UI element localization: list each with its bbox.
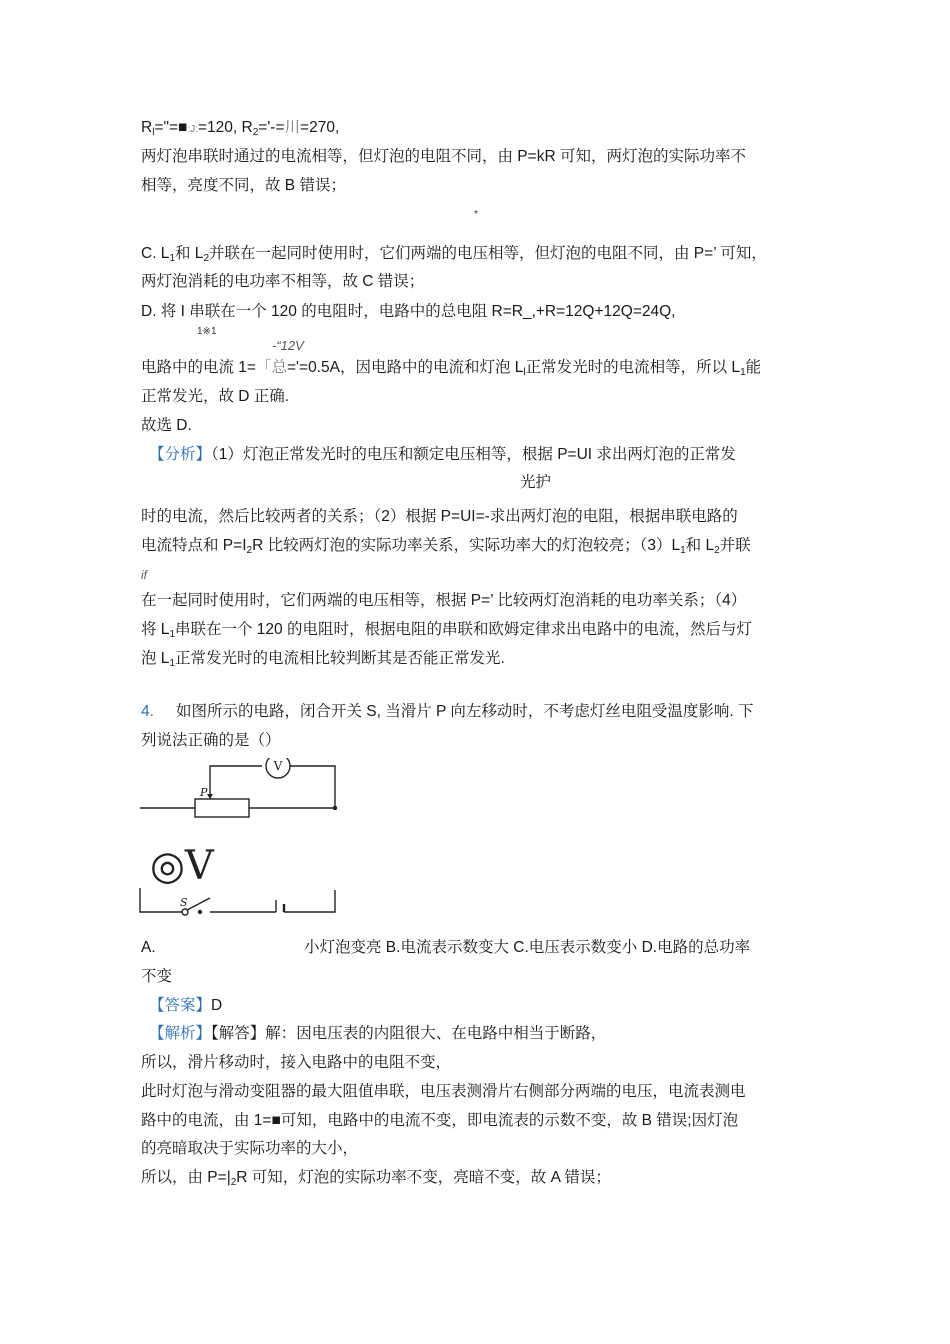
current-line: 电路中的电流 1=「总='=0.5A，因电路中的电流和灯泡 $L_l$正常发光时的电流相等，所以 $L_1$能 (141, 359, 762, 378)
text-line: 两灯泡串联时通过的电流相等，但灯泡的电阻不同，由 P=kR 可知，两灯泡的实际功率不 (141, 148, 746, 165)
voltmeter-label: V (273, 759, 283, 773)
text-line: 在一起同时使用时，它们两端的电压相等，根据 P=’ 比较两灯泡消耗的电功率关系；（4） (141, 592, 747, 609)
options-line (141, 938, 156, 958)
option-c-line: C. $L_1$和 $L_2$并联在一起同时使用时，它们两端的电压相等，但灯泡的电阻不同，由 P=’ 可知， (141, 245, 767, 264)
analysis-label: 【分析】 (149, 446, 212, 463)
resistance-line: $R_l="=■:J:=120$, $R_2='-=$川=270, (141, 119, 340, 138)
answer-line: 【答案】D (149, 997, 223, 1014)
text-line: 路中的电流，由 1=■可知，电路中的电流不变，即电流表的示数不变，故 B 错误;因灯泡 (141, 1112, 739, 1129)
explanation-line: 【解析】【解答】解：因电压表的内阻很大、在电路中相当于断路， (149, 1025, 607, 1042)
wire (284, 890, 335, 912)
slider-arrowhead (207, 794, 213, 799)
text-fragment: 光护 (520, 474, 552, 491)
switch-lever (187, 898, 210, 910)
subscript-fragment: 1※1 (197, 326, 217, 337)
text-line: 所以，滑片移动时，接入电路中的电阻不变， (141, 1054, 452, 1071)
options-rest: 小灯泡变亮 B.电流表示数变大 C.电压表示数变小 D.电路的总功率 (304, 939, 751, 956)
switch-contact (198, 910, 202, 914)
analysis-line: 【分析】（1）灯泡正常发光时的电压和额定电压相等，根据 P=UI 求出两灯泡的正常发 (149, 446, 736, 463)
text-line: 时的电流，然后比较两者的关系；（2）根据 P=UI=-求出两灯泡的电阻，根据串联电路的 (141, 508, 738, 525)
text-line: 所以，由 $P=|_2R$ 可知，灯泡的实际功率不变，亮暗不变，故 A 错误； (141, 1169, 611, 1188)
junction-dot (333, 806, 337, 810)
text-line: 故选 D. (141, 417, 192, 434)
text-line: 将 $L_1$串联在一个 120 的电阻时，根据电阻的串联和欧姆定律求出电路中的电流，然后与灯 (141, 621, 752, 640)
question-4-cont: 列说法正确的是（） (141, 732, 281, 749)
text-line: 电流特点和 $P=I_2R$ 比较两灯泡的实际功率关系，实际功率大的灯泡较亮；$(3)L_1$和 $L_2$并联 (141, 537, 751, 556)
meter-symbol: ◎V (150, 843, 214, 889)
wire (140, 888, 182, 912)
text-line: 此时灯泡与滑动变阻器的最大阻值串联，电压表测滑片右侧部分两端的电压，电流表测电 (141, 1083, 746, 1100)
text-line: 正常发光，故 D 正确. (141, 388, 290, 405)
circuit-diagram (138, 758, 343, 826)
slider-label: P (200, 786, 208, 799)
answer-label: 【答案】 (149, 997, 212, 1014)
text-line: 两灯泡消耗的电功率不相等，故 C 错误； (141, 273, 425, 290)
switch-circuit (138, 882, 343, 918)
wire (210, 766, 262, 793)
option-a: A. (141, 939, 156, 956)
text-line: 的亮暗取决于实际功率的大小， (141, 1140, 359, 1157)
fraction-fragment: -“12V (272, 338, 304, 353)
option-d-line: D. 将 I 串联在一个 120 的电阻时，电路中的总电阻 R=R_,+R=12Q+12Q=24Q, (141, 303, 676, 320)
wire (290, 766, 335, 808)
text-line: 相等，亮度不同，故 B 错误； (141, 177, 346, 194)
switch-label: S (180, 896, 188, 909)
text-line: 泡 $L_1$正常发光时的电流相比较判断其是否能正常发光. (141, 650, 505, 669)
question-number: 4. (141, 703, 154, 720)
text-fragment: if (141, 568, 147, 582)
options-tail: 不变 (141, 968, 173, 985)
rheostat (195, 799, 249, 817)
question-4: 4. 如图所示的电路，闭合开关 S, 当滑片 P 向左移动时，不考虑灯丝电阻受温度影响. 下 (141, 703, 754, 720)
stray-mark: * (474, 209, 478, 220)
explanation-label: 【解析】 (149, 1025, 212, 1042)
